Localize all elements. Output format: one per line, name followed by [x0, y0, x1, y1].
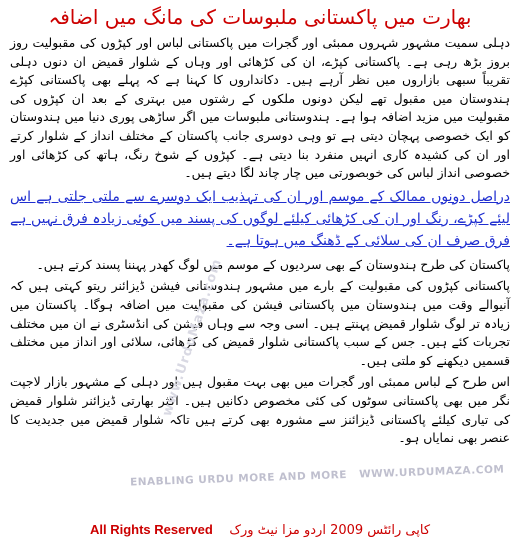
- diagonal-watermark: www.UrduMaza.com: [159, 256, 226, 419]
- article-paragraph-2: پاکستان کی طرح ہندوستان کے بھی سردیوں کے موسم میں لوگ کھدر پہننا پسند کرتے ہیں۔: [36, 256, 510, 272]
- footer-english: All Rights Reserved: [89, 522, 213, 537]
- footer-urdu: کاپی رائٹس 2009 اردو مزا نیٹ ورک: [229, 523, 431, 538]
- article-frame: [6, 4, 514, 540]
- article-paragraph-3: پاکستانی کپڑوں کی مقبولیت کے بارے میں مشہور ہندوستانی فیشن ڈیزائنر ریتو کہتی ہیں کہ آنیوالے وقت میں ہندوستان میں پاکستانی فیشن کی مقبولیت میں اضافہ ہوگا۔ پاکستان میں زیادہ تر لوگ شلوار قمیض پہنتے ہیں۔ اسی وجہ سے وہاں فیشن کی انڈسٹری نے ان میں مختلف تجربات کئے ہیں۔ جس کے سبب پاکستانی شلوار قمیض کی کڑھائی، سلائی اور انداز میں مختلف قسمیں دیکھنے کو ملتی ہیں۔: [10, 278, 510, 368]
- article-paragraph-1: دہلی سمیت مشہور شہروں ممبئی اور گجرات میں پاکستانی لباس اور کپڑوں کی مقبولیت روز بروز بڑھ رہی ہے۔ پاکستانی کپڑے، ان کی کڑھائی اور وہاں کے شلوار قمیض ان دنوں دہلی تقریباً سبھی بازاروں میں نظر آرہے ہیں۔ دکانداروں کا کہنا ہے کہ پہلے بھی پاکستانی کپڑے ہندوستان میں مقبول تھے لیکن دونوں ملکوں کے رشتوں میں بہتری کے بعد ان کپڑوں کی مقبولیت میں مزید اضافہ ہوا ہے۔ ہندوستانی ملبوسات میں اگر ساڑھی پوری دنیا میں ہندوستان کو ایک خصوصی پہچان دیتی ہے تو وہی دوسری جانب پاکستان کے مختلف انداز کے شلوار کرتے اور ان کی کشیدہ کاری انہیں منفرد بنا دیتی ہے۔ کپڑوں کے شوخ رنگ، ہاتھ کی کڑھائی اور خصوصی انداز لباس کی خوبصورتی میں چار چاند لگا دیتے ہیں۔: [10, 35, 510, 181]
- watermark-main: ENABLING URDU MORE AND MORE: [129, 468, 348, 489]
- footer: [0, 521, 520, 540]
- watermark-url: WWW.URDUMAZA.COM: [358, 463, 505, 481]
- article-paragraph-4: اس طرح کے لباس ممبئی اور گجرات میں بھی بہت مقبول ہیں اور دہلی کے مشہور بازار لاجپت نگر میں بھی پاکستانی سوٹوں کی کئی مخصوص دکانیں ہیں۔ اکثر بھارتی ڈیزائنر شلوار قمیض کی تیاری کیلئے پاکستانی ڈیزائنز سے مشورہ بھی کرتے ہیں تاکہ شلوار قمیض میں جدیدیت کا عنصر بھی نمایاں ہو۔: [10, 374, 510, 446]
- highlight-paragraph: دراصل دونوں ممالک کے موسم اور ان کی تہذیب ایک دوسرے سے ملتی جلتی ہے اس لیئے کپڑے، رنگ اور ان کی کڑھائی کیلئے لوگوں کی پسند میں کوئی زیادہ فرق نہیں ہے فرق صرف ان کی سلائی کے ڈھنگ میں ہوتا ہے۔: [10, 188, 510, 249]
- article-title: بھارت میں پاکستانی ملبوسات کی مانگ میں اضافہ: [48, 5, 472, 29]
